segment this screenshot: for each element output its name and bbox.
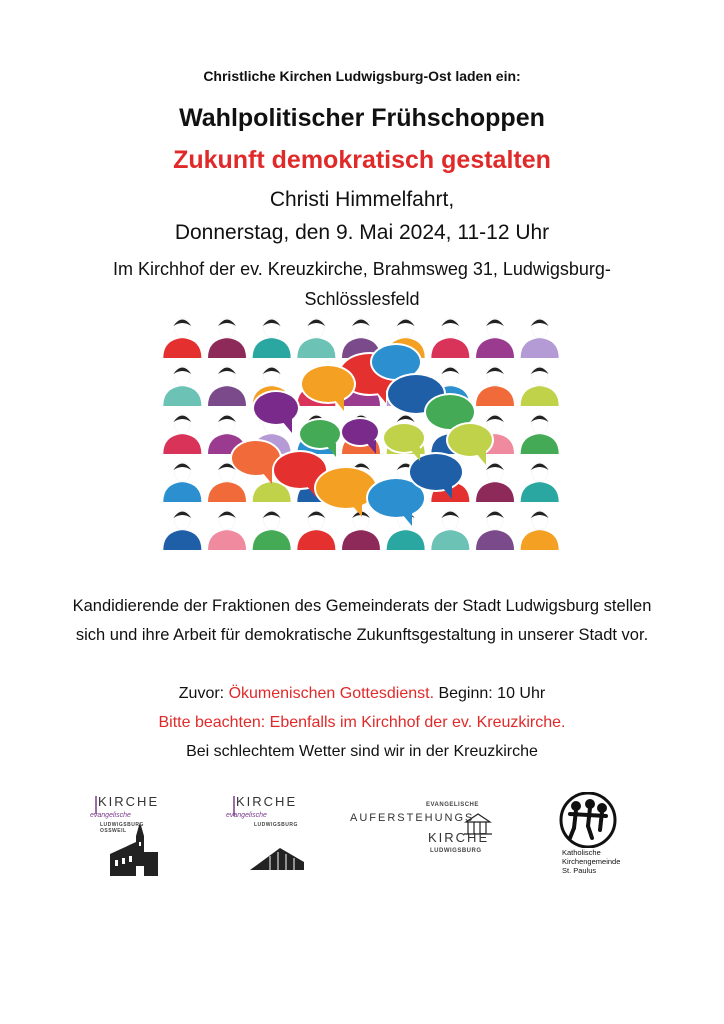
person-body xyxy=(163,386,201,406)
logo3-sub: LUDWIGSBURG xyxy=(430,848,482,854)
description-text: Kandidierende der Fraktionen des Gemeinderats der Stadt Ludwigsburg stellen sich und ihre Arbeit für demokratische Zukunftsgestaltung in unserer Stadt vor. xyxy=(72,597,652,644)
speech-bubble-tail xyxy=(334,397,344,411)
event-occasion: Christi Himmelfahrt, xyxy=(269,188,455,211)
logo1-sub: LUDWIGSBURG OSSWEIL xyxy=(100,822,144,834)
event-title: Wahlpolitischer Frühschoppen xyxy=(179,104,545,132)
person-body xyxy=(208,530,246,550)
person-body xyxy=(431,530,469,550)
event-location xyxy=(0,254,724,314)
speech-bubble xyxy=(410,454,462,490)
person-body xyxy=(342,530,380,550)
logo-st-paulus xyxy=(558,792,654,884)
person-body xyxy=(163,338,201,358)
person-body xyxy=(208,338,246,358)
person-body xyxy=(521,482,559,502)
event-subtitle: Zukunft demokratisch gestalten xyxy=(173,146,551,174)
event-date-time: Donnerstag, den 9. Mai 2024, 11-12 Uhr xyxy=(174,221,550,244)
logo3-top: EVANGELISCHE xyxy=(426,802,479,808)
logo1-word: KIRCHE xyxy=(98,794,160,809)
illustration xyxy=(160,312,562,552)
logo-auferstehungskirche xyxy=(350,800,502,864)
person-body xyxy=(521,530,559,550)
person-body xyxy=(163,434,201,454)
logo2-sub: LUDWIGSBURG xyxy=(254,822,298,828)
logo2-ev: evangelische xyxy=(226,812,267,819)
service-prefix: Zuvor: xyxy=(178,685,229,702)
person-body xyxy=(476,338,514,358)
person-body xyxy=(476,386,514,406)
person-body xyxy=(163,482,201,502)
service-line xyxy=(0,685,724,703)
person-body xyxy=(297,530,335,550)
logo4-line1: Katholische xyxy=(562,848,601,857)
logo3-word1: AUFERSTEHUNGS xyxy=(350,812,475,824)
person-body xyxy=(521,434,559,454)
intro-line: Christliche Kirchen Ludwigsburg-Ost laden ein: xyxy=(203,68,521,84)
logo4-text xyxy=(562,848,620,875)
notice-line: Bitte beachten: Ebenfalls im Kirchhof der ev. Kreuzkirche. xyxy=(158,714,566,731)
person-body xyxy=(431,338,469,358)
logo4-line3: St. Paulus xyxy=(562,866,597,875)
person-body xyxy=(297,338,335,358)
person-body xyxy=(387,530,425,550)
speech-bubble-tail xyxy=(282,419,292,433)
person-body xyxy=(521,338,559,358)
logo2-word: KIRCHE xyxy=(236,794,298,809)
person-body xyxy=(521,386,559,406)
person-body xyxy=(208,482,246,502)
logo3-word2: KIRCHE xyxy=(428,830,490,845)
logo-kirche-ludwigsburg xyxy=(224,792,306,878)
person-body xyxy=(253,338,291,358)
logo1-ev: evangelische xyxy=(90,812,131,819)
people-speech-bubbles-illustration xyxy=(160,312,562,552)
speech-bubble-tail xyxy=(476,451,486,465)
person-body xyxy=(476,482,514,502)
speech-bubble-tail xyxy=(262,470,272,484)
event-location-text: Im Kirchhof der ev. Kreuzkirche, Brahmsweg 31, Ludwigsburg-Schlösslesfeld xyxy=(113,259,611,309)
person-body xyxy=(476,530,514,550)
logo-kirche-ossweil xyxy=(90,792,170,882)
person-body xyxy=(253,530,291,550)
speech-bubble xyxy=(302,366,354,402)
service-suffix: Beginn: 10 Uhr xyxy=(434,685,546,702)
person-body xyxy=(208,386,246,406)
dancing-people-circle-icon xyxy=(558,792,618,848)
logo4-line2: Kirchengemeinde xyxy=(562,857,621,866)
description xyxy=(0,592,724,650)
weather-line: Bei schlechtem Wetter sind wir in der Kreuzkirche xyxy=(186,743,538,760)
person-body xyxy=(163,530,201,550)
service-name: Ökumenischen Gottesdienst. xyxy=(228,685,435,702)
